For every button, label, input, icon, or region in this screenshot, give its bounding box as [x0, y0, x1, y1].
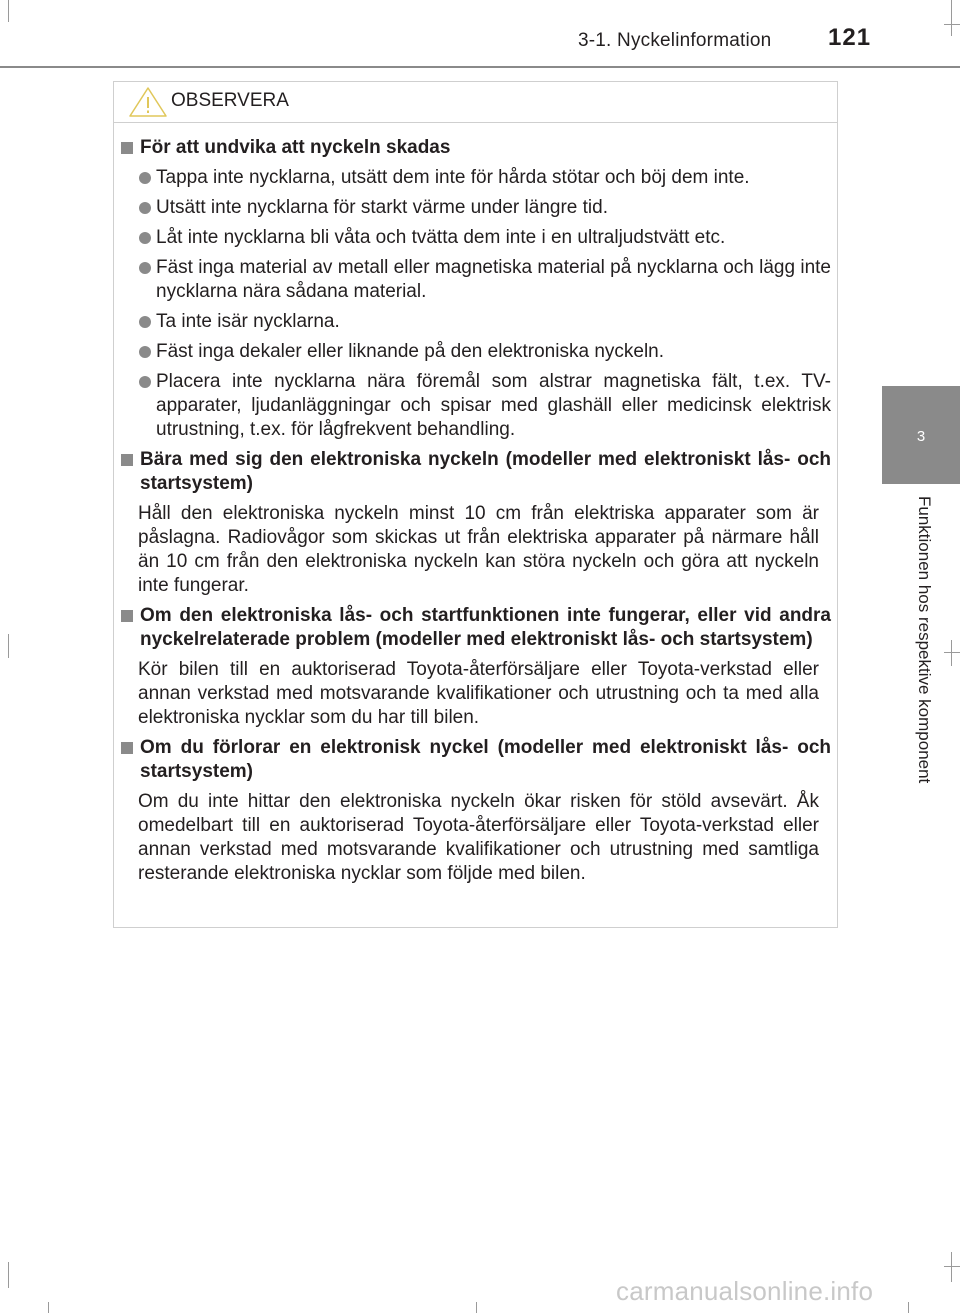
section-heading [121, 604, 831, 652]
crop-mark [908, 1302, 909, 1313]
crop-mark [476, 1302, 477, 1313]
round-bullet-icon [139, 346, 151, 358]
list-item-text: Utsätt inte nycklarna för starkt värme under längre tid. [156, 197, 608, 218]
round-bullet-icon [139, 172, 151, 184]
page-number: 121 [828, 24, 872, 51]
notice-content [121, 136, 831, 892]
section-paragraph: Håll den elektroniska nyckeln minst 10 cm från elektriska apparater som är påslagna. Radiovågor som skickas ut från elektriska apparater på närmare håll än 10 cm från den elektroniska nyckeln kan störa nyckeln och göra att nyckeln inte fungerar. [138, 503, 819, 596]
notice-label: OBSERVERA [171, 90, 289, 111]
square-bullet-icon [121, 142, 133, 154]
crop-mark [8, 634, 9, 658]
chapter-number: 3 [916, 428, 926, 445]
watermark: carmanualsonline.info [616, 1276, 874, 1306]
section-heading-text: Om du förlorar en elektronisk nyckel (modeller med elektroniskt lås- och startsystem) [140, 737, 831, 782]
list-item [121, 196, 831, 220]
list-item-text: Fäst inga material av metall eller magnetiska material på nycklarna och lägg inte nycklarna nära sådana material. [156, 257, 831, 302]
round-bullet-icon [139, 202, 151, 214]
square-bullet-icon [121, 742, 133, 754]
list-item [121, 226, 831, 250]
crop-mark [48, 1302, 49, 1313]
list-item [121, 340, 831, 364]
round-bullet-icon [139, 262, 151, 274]
section-heading-text: Bära med sig den elektroniska nyckeln (modeller med elektroniskt lås- och startsystem) [140, 449, 831, 494]
crop-mark [951, 1252, 952, 1282]
notice-header [114, 82, 837, 123]
section-heading [121, 136, 831, 160]
list-item-text: Låt inte nycklarna bli våta och tvätta dem inte i en ultraljudstvätt etc. [156, 227, 726, 248]
section-heading [121, 736, 831, 784]
crop-mark [951, 640, 952, 666]
section-heading-text: För att undvika att nyckeln skadas [140, 137, 451, 158]
list-item-text: Tappa inte nycklarna, utsätt dem inte för hårda stötar och böj dem inte. [156, 167, 750, 188]
crop-mark [944, 652, 960, 653]
crop-mark [951, 0, 952, 36]
section-paragraph: Kör bilen till en auktoriserad Toyota-återförsäljare eller Toyota-verkstad eller annan verkstad med motsvarande kvalifikationer och utrustning och ta med alla elektroniska nycklar som du har till bilen. [138, 659, 819, 728]
chapter-tab [882, 386, 960, 484]
list-item [121, 370, 831, 442]
section-heading [121, 448, 831, 496]
warning-triangle-icon [128, 86, 168, 118]
round-bullet-icon [139, 376, 151, 388]
crop-mark [8, 1262, 9, 1288]
list-item [121, 256, 831, 304]
round-bullet-icon [139, 316, 151, 328]
crop-mark [944, 1266, 960, 1267]
round-bullet-icon [139, 232, 151, 244]
crop-mark [944, 24, 960, 25]
chapter-title: Funktionen hos respektive komponent [915, 496, 934, 784]
list-item-text: Fäst inga dekaler eller liknande på den elektroniska nyckeln. [156, 341, 665, 362]
list-item-text: Ta inte isär nycklarna. [156, 311, 340, 332]
list-item-text: Placera inte nycklarna nära föremål som alstrar magnetiska fält, t.ex. TV-apparater, ljudanläggningar och spisar med glashäll eller medicinsk elektrisk utrustning, t.ex. för lågfrekvent behandling. [156, 371, 831, 440]
square-bullet-icon [121, 454, 133, 466]
crop-mark [8, 0, 9, 22]
list-item [121, 310, 831, 334]
section-heading-text: Om den elektroniska lås- och startfunktionen inte fungerar, eller vid andra nyckelrelaterade problem (modeller med elektroniskt lås- och startsystem) [140, 605, 831, 650]
list-item [121, 166, 831, 190]
notice-box [113, 81, 838, 928]
section-title: 3-1. Nyckelinformation [578, 30, 772, 51]
header-rule [0, 66, 960, 68]
square-bullet-icon [121, 610, 133, 622]
chapter-title-vertical [909, 496, 939, 830]
section-paragraph: Om du inte hittar den elektroniska nyckeln ökar risken för stöld avsevärt. Åk omedelbart till en auktoriserad Toyota-återförsäljare eller Toyota-verkstad eller annan verkstad med motsvarande kvalifikationer och utrustning med samtliga resterande elektroniska nycklar som följde med bilen. [138, 791, 819, 884]
